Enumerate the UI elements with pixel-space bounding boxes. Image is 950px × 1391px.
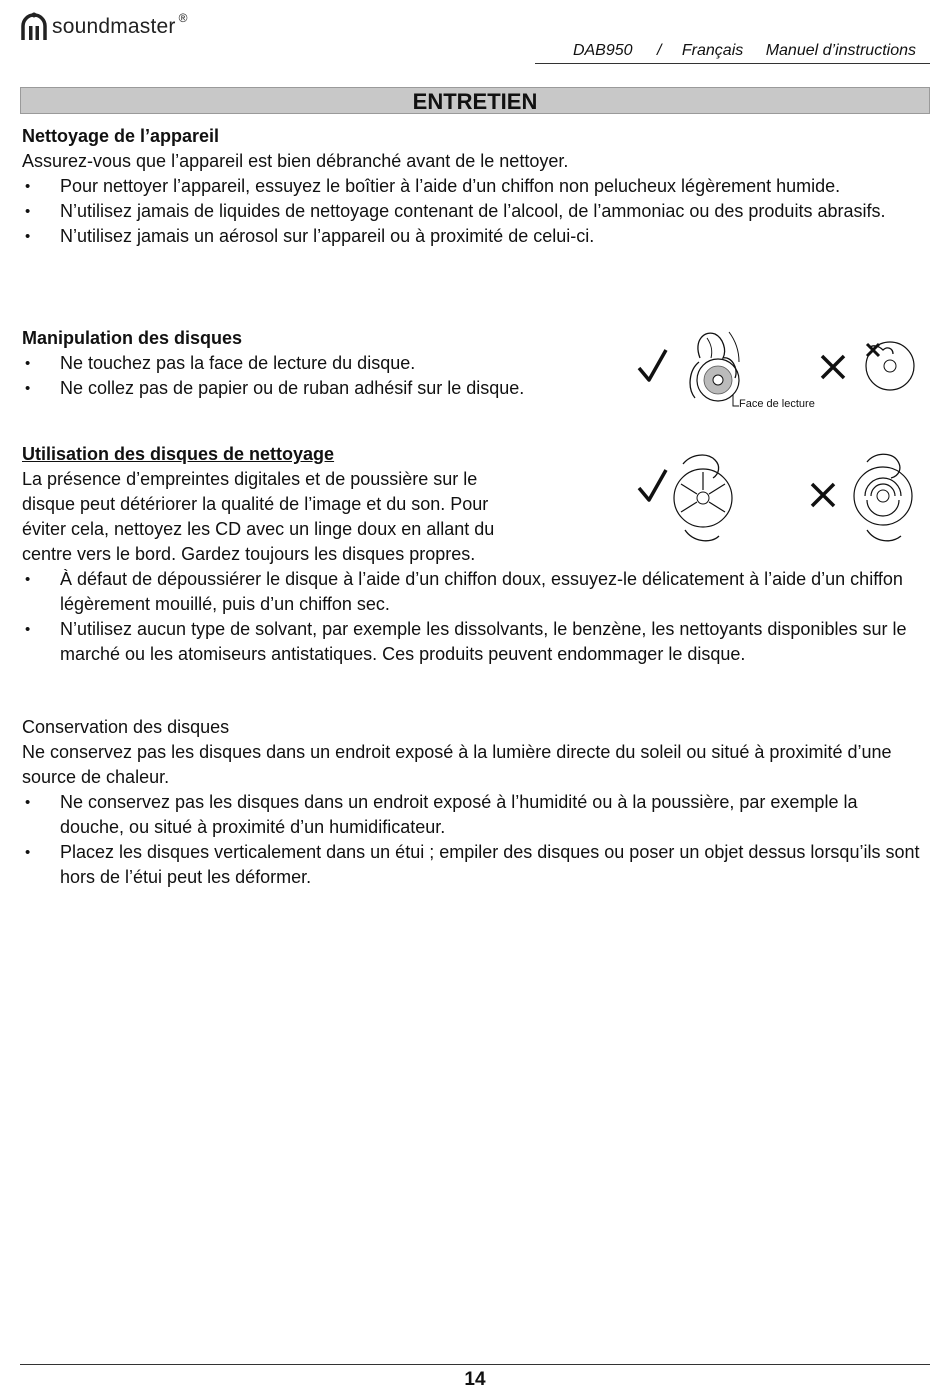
section-cleaning-device xyxy=(22,124,922,249)
section-intro: Ne conservez pas les disques dans un endroit exposé à la lumière directe du soleil ou situé à proximité d’une source de chaleur. xyxy=(22,742,892,787)
list-item: • Ne collez pas de papier ou de ruban adhésif sur le disque. xyxy=(22,376,622,401)
list-item: • Ne touchez pas la face de lecture du disque. xyxy=(22,351,622,376)
disc-handling-figure xyxy=(635,328,925,418)
header-doc-title: Manuel d’instructions xyxy=(765,42,916,59)
footer-rule xyxy=(20,1364,930,1365)
check-icon xyxy=(639,350,666,380)
list-item: • Pour nettoyer l’appareil, essuyez le boîtier à l’aide d’un chiffon non pelucheux légèrement humide. xyxy=(22,174,922,199)
cross-icon xyxy=(812,484,834,506)
bullet-list xyxy=(22,351,622,401)
circular-wiping-disc-icon xyxy=(854,454,912,541)
section-disc-storage xyxy=(22,715,922,890)
running-header xyxy=(573,42,916,60)
cross-icon xyxy=(822,356,844,378)
section-disc-handling xyxy=(22,326,622,401)
section-heading: Conservation des disques xyxy=(22,717,230,737)
list-item: • N’utilisez jamais un aérosol sur l’appareil ou à proximité de celui-ci. xyxy=(22,224,922,249)
section-intro-line: centre vers le bord. Gardez toujours les disques propres. xyxy=(22,544,476,564)
brand-name: soundmaster xyxy=(52,15,176,38)
section-intro-line: éviter cela, nettoyez les CD avec un linge doux en allant du xyxy=(22,519,495,539)
bullet-list xyxy=(22,790,922,890)
list-item: • N’utilisez jamais de liquides de nettoyage contenant de l’alcool, de l’ammoniac ou des produits abrasifs. xyxy=(22,199,922,224)
disc-wiping-figure xyxy=(635,450,925,545)
list-item: • N’utilisez aucun type de solvant, par exemple les dissolvants, le benzène, les nettoyants disponibles sur le marché ou les atomiseurs antistatiques. Ces produits peuvent endommager le disque. xyxy=(22,617,922,667)
brand-logo xyxy=(20,10,187,44)
disc-touched-icon xyxy=(866,342,914,390)
section-intro-line: La présence d’empreintes digitales et de poussière sur le xyxy=(22,469,478,489)
section-heading: Manipulation des disques xyxy=(22,328,243,348)
page-title: ENTRETIEN xyxy=(412,89,538,114)
page-number: 14 xyxy=(464,1369,486,1390)
section-heading: Nettoyage de l’appareil xyxy=(22,126,220,146)
check-icon xyxy=(639,470,666,500)
hand-holding-disc-icon xyxy=(690,332,739,401)
figure-caption: Face de lecture xyxy=(739,398,815,410)
section-heading: Utilisation des disques de nettoyage xyxy=(22,444,335,464)
section-intro: Assurez-vous que l’appareil est bien débranché avant de le nettoyer. xyxy=(22,151,569,171)
list-item: • À défaut de dépoussiérer le disque à l’aide d’un chiffon doux, essuyez-le délicatement à l’aide d’un chiffon légèrement mouillé, puis d’un chiffon sec. xyxy=(22,567,922,617)
list-item: • Placez les disques verticalement dans un étui ; empiler des disques ou poser un objet dessus lorsqu’ils sont hors de l’étui peut les déformer. xyxy=(22,840,922,890)
disc-wiping-illustration xyxy=(635,450,925,545)
list-item: • Ne conservez pas les disques dans un endroit exposé à l’humidité ou à la poussière, par exemple la douche, ou situé à proximité d’un humidificateur. xyxy=(22,790,922,840)
header-language: Français xyxy=(681,42,744,59)
section-title-bar xyxy=(20,87,930,114)
model-name: DAB950 xyxy=(572,42,633,59)
registered-mark: ® xyxy=(178,11,188,25)
soundmaster-logo-icon xyxy=(20,12,48,42)
header-rule xyxy=(535,63,930,64)
bullet-list xyxy=(22,174,922,249)
header-separator: / xyxy=(656,42,662,59)
radial-wiping-disc-icon xyxy=(674,455,732,541)
section-intro-line: disque peut détériorer la qualité de l’image et du son. Pour xyxy=(22,494,489,514)
bullet-list xyxy=(22,567,922,667)
